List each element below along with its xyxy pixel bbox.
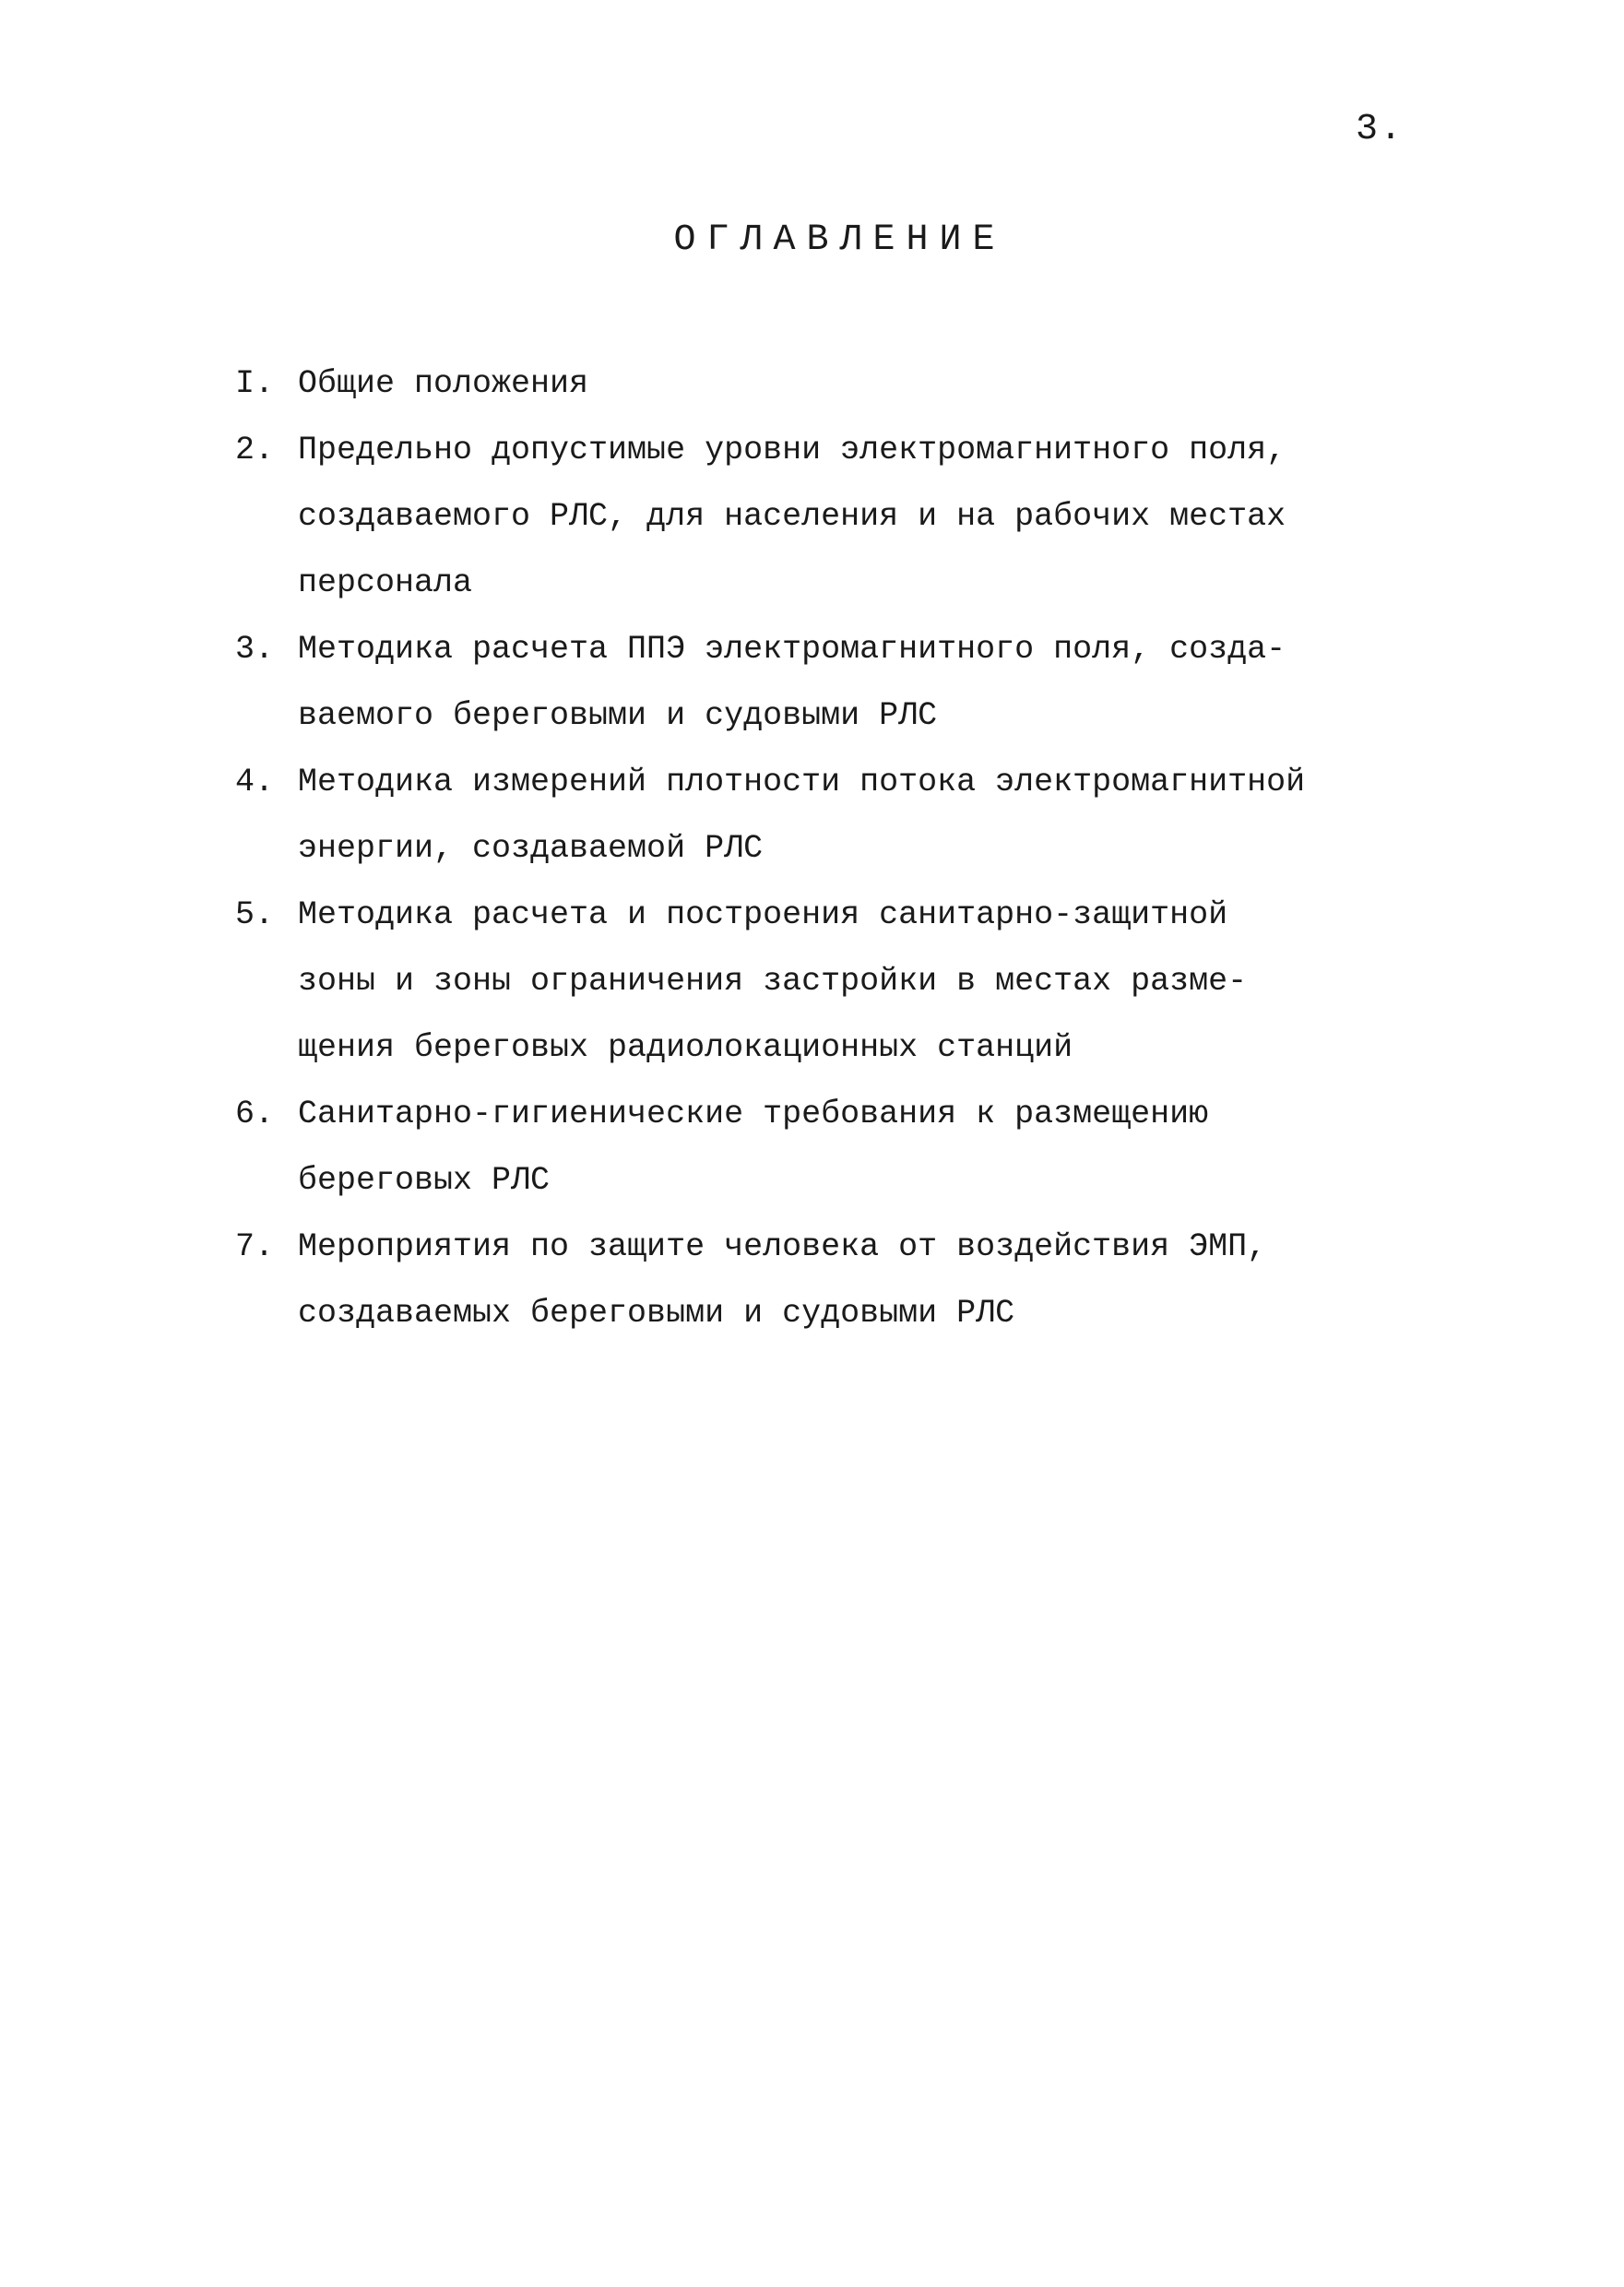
toc-item-number: 3. <box>235 631 275 668</box>
toc-item-text: создаваемого РЛС, для населения и на рабочих местах <box>298 498 1286 535</box>
toc-item-text: Методика измерений плотности потока электромагнитной <box>298 764 1306 800</box>
toc-item-number: I. <box>235 365 275 402</box>
toc-item-text: Методика расчета ППЭ электромагнитного поля, созда- <box>298 631 1286 668</box>
page-title: ОГЛАВЛЕНИЕ <box>673 219 1006 261</box>
toc-item-4 <box>235 749 1434 882</box>
toc-item-number: 5. <box>235 896 275 933</box>
table-of-contents <box>235 350 1434 1346</box>
toc-item-3 <box>235 616 1434 749</box>
toc-item-6 <box>235 1081 1434 1214</box>
toc-item-1 <box>235 350 1434 417</box>
toc-item-number: 4. <box>235 764 275 800</box>
toc-item-number: 2. <box>235 432 275 468</box>
toc-item-text: береговых РЛС <box>298 1162 551 1199</box>
toc-item-number: 6. <box>235 1096 275 1132</box>
toc-item-text: Предельно допустимые уровни электромагнитного поля, <box>298 432 1286 468</box>
toc-item-text: персонала <box>298 564 473 601</box>
toc-item-number: 7. <box>235 1228 275 1265</box>
toc-item-text: ваемого береговыми и судовыми РЛС <box>298 697 938 734</box>
toc-item-text: Мероприятия по защите человека от воздействия ЭМП, <box>298 1228 1267 1265</box>
toc-item-text: Санитарно-гигиенические требования к размещению <box>298 1096 1209 1132</box>
page-number: 3. <box>1356 109 1405 150</box>
toc-item-text: Общие положения <box>298 365 589 402</box>
toc-item-text: Методика расчета и построения санитарно-защитной <box>298 896 1228 933</box>
toc-item-5 <box>235 882 1434 1081</box>
toc-item-text: зоны и зоны ограничения застройки в местах разме- <box>298 963 1248 1000</box>
toc-item-text: щения береговых радиолокационных станций <box>298 1029 1073 1066</box>
toc-item-2 <box>235 417 1434 616</box>
toc-item-7 <box>235 1214 1434 1346</box>
toc-item-text: создаваемых береговыми и судовыми РЛС <box>298 1295 1015 1332</box>
toc-item-text: энергии, создаваемой РЛС <box>298 830 764 867</box>
